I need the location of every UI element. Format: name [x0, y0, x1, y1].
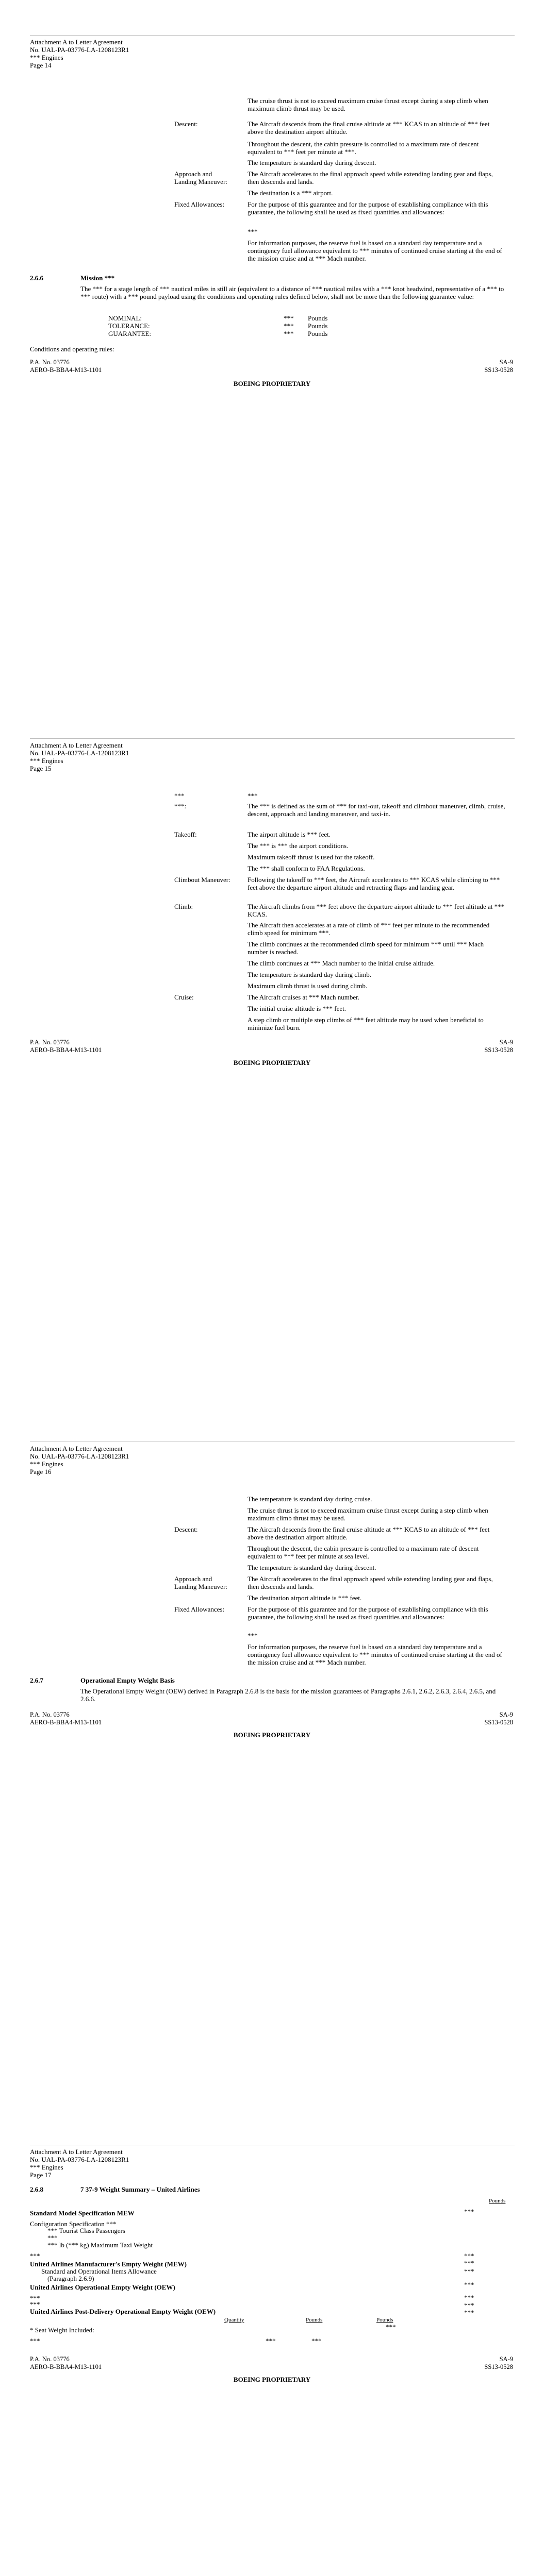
- page-number: Page 14: [30, 61, 52, 69]
- climb-item: The temperature is standard day during climb.: [248, 971, 372, 978]
- cruise-item: A step climb or multiple step climbs of *** feet altitude may be used when beneficial to minimize fuel burn.: [248, 1016, 484, 1031]
- weight-row-label: ***: [30, 2252, 40, 2260]
- footer-ss: SS13-0528: [484, 366, 513, 374]
- approach-item: The Aircraft accelerates to the final approach speed while extending landing gear and flaps, then descends and lands.: [248, 1575, 493, 1590]
- post-delivery-oew-label: United Airlines Post-Delivery Operational Empty Weight (OEW): [30, 2308, 216, 2315]
- pounds-column-header: Pounds: [306, 2317, 323, 2323]
- item-row-quantity: ***: [266, 2337, 276, 2345]
- takeoff-item: The airport altitude is *** feet.: [248, 831, 331, 838]
- takeoff-label: Takeoff:: [174, 831, 197, 838]
- climbout-label: Climbout Maneuver:: [174, 876, 230, 884]
- page-17: [0, 2110, 544, 2576]
- footer-ss: SS13-0528: [484, 1046, 513, 1054]
- climb-item: The Aircraft then accelerates at a rate of climb of *** feet per minute to the recommended climb speed for minimum ***.: [248, 921, 490, 937]
- guarantee-unit: Pounds: [308, 330, 328, 337]
- boeing-proprietary: BOEING PROPRIETARY: [233, 2376, 311, 2383]
- header-line-2: No. UAL-PA-03776-LA-1208123R1: [30, 749, 129, 757]
- weight-row-label: ***: [30, 2300, 40, 2308]
- std-mew-value: ***: [464, 2208, 474, 2215]
- oew-value: ***: [464, 2281, 474, 2289]
- footer-right: [484, 2355, 513, 2371]
- boeing-proprietary: BOEING PROPRIETARY: [233, 1731, 311, 1739]
- footer-sa: SA-9: [499, 1039, 513, 1046]
- climb-item: Maximum climb thrust is used during climb.: [248, 982, 368, 990]
- footer-sa: SA-9: [499, 359, 513, 366]
- fixed-allowances-label: Fixed Allowances:: [174, 200, 225, 208]
- page-number: Page 17: [30, 2171, 52, 2179]
- fixed-item: ***: [248, 228, 258, 235]
- page-header: [30, 2148, 129, 2179]
- cruise-label: Cruise:: [174, 993, 194, 1001]
- definition-text: The *** is defined as the sum of *** for taxi-out, takeoff and climbout maneuver, climb, cruise, descent, approach and landing maneuver, and taxi-in.: [248, 802, 505, 818]
- section-heading: [30, 1676, 175, 1685]
- page-header: [30, 1445, 129, 1476]
- guarantee-value: ***: [284, 330, 294, 337]
- section-number: 2.6.8: [30, 2185, 43, 2193]
- header-rule: [30, 738, 515, 739]
- footer-right: [484, 1711, 513, 1726]
- footer-left: [30, 359, 102, 374]
- cruise-item: The initial cruise altitude is *** feet.: [248, 1005, 346, 1012]
- approach-label: Approach and Landing Maneuver:: [174, 170, 227, 185]
- tolerance-value: ***: [284, 322, 294, 330]
- max-taxi-weight: *** lb (*** kg) Maximum Taxi Weight: [47, 2241, 153, 2249]
- cruise-item: The cruise thrust is not to exceed maximum cruise thrust except during a step climb when maximum climb thrust may be used.: [248, 1506, 488, 1522]
- guarantee-label: GUARANTEE:: [108, 330, 152, 337]
- footer-aero: AERO-B-BBA4-M13-1101: [30, 1719, 102, 1726]
- footer-sa: SA-9: [499, 2355, 513, 2363]
- header-line-3: *** Engines: [30, 54, 63, 61]
- tourist-passengers: *** Tourist Class Passengers: [47, 2227, 125, 2234]
- climbout-item: Following the takeoff to *** feet, the Aircraft accelerates to *** KCAS while climbing to *** feet above the departure airport altitude and retracting flaps and landing gear.: [248, 876, 500, 891]
- approach-item: The destination airport altitude is *** feet.: [248, 1594, 362, 1602]
- oew-label: United Airlines Operational Empty Weight (OEW): [30, 2283, 175, 2291]
- section-paragraph: The *** for a stage length of *** nautical miles in still air (equivalent to a distance of *** nautical miles with a *** knot headwind, representative of a *** to *** route) with a *** pound payload using the conditions and operating rules defined below, shall not be more than the following guarantee value:: [80, 285, 504, 300]
- pounds-column-header: Pounds: [489, 2198, 506, 2204]
- header-line-1: Attachment A to Letter Agreement: [30, 741, 123, 749]
- pounds-column-header: Pounds: [376, 2317, 393, 2323]
- weight-row-value: ***: [464, 2252, 474, 2260]
- weight-row-value: ***: [464, 2294, 474, 2301]
- definition-label: ***: [174, 792, 185, 800]
- definition-label: ***:: [174, 802, 187, 810]
- footer-pa-no: P.A. No. 03776: [30, 1711, 70, 1718]
- takeoff-item: The *** shall conform to FAA Regulations.: [248, 865, 365, 872]
- footer-pa-no: P.A. No. 03776: [30, 1039, 70, 1046]
- paragraph-reference: (Paragraph 2.6.9): [47, 2275, 94, 2282]
- seat-weight-label: * Seat Weight Included:: [30, 2326, 94, 2334]
- mew-value: ***: [464, 2259, 474, 2267]
- quantity-column-header: Quantity: [224, 2317, 244, 2323]
- header-line-3: *** Engines: [30, 757, 63, 765]
- weight-row-label: ***: [30, 2294, 40, 2302]
- footer-right: [484, 1039, 513, 1054]
- takeoff-item: The *** is *** the airport conditions.: [248, 842, 349, 850]
- conditions-label: Conditions and operating rules:: [30, 345, 114, 353]
- post-delivery-oew-value: ***: [464, 2309, 474, 2316]
- std-op-items-value: ***: [464, 2267, 474, 2275]
- header-line-2: No. UAL-PA-03776-LA-1208123R1: [30, 2156, 129, 2163]
- page-16: [0, 1406, 544, 2110]
- definition-text: ***: [248, 792, 258, 800]
- footer-right: [484, 359, 513, 374]
- header-line-1: Attachment A to Letter Agreement: [30, 38, 123, 46]
- header-line-1: Attachment A to Letter Agreement: [30, 2148, 123, 2156]
- fixed-item: For information purposes, the reserve fuel is based on a standard day temperature and a contingency fuel allowance equivalent to *** minutes of continued cruise starting at the end of the mission cruise and at *** Mach number.: [248, 1643, 502, 1666]
- footer-left: [30, 1039, 102, 1054]
- climb-item: The Aircraft climbs from *** feet above the departure airport altitude to *** feet altitude at *** KCAS.: [248, 903, 505, 918]
- footer-aero: AERO-B-BBA4-M13-1101: [30, 1046, 102, 1054]
- climb-item: The climb continues at the recommended climb speed for minimum *** until *** Mach number is reached.: [248, 940, 484, 956]
- nominal-unit: Pounds: [308, 314, 328, 322]
- page-number: Page 15: [30, 765, 52, 772]
- std-mew-label: Standard Model Specification MEW: [30, 2209, 135, 2217]
- header-line-1: Attachment A to Letter Agreement: [30, 1445, 123, 1452]
- footer-pa-no: P.A. No. 03776: [30, 2355, 70, 2363]
- footer-left: [30, 1711, 102, 1726]
- footer-left: [30, 2355, 102, 2371]
- page-number: Page 16: [30, 1468, 52, 1476]
- std-op-items-label: Standard and Operational Items Allowance: [41, 2267, 157, 2275]
- approach-label: Approach and Landing Maneuver:: [174, 1575, 227, 1590]
- descent-item: Throughout the descent, the cabin pressure is controlled to a maximum rate of descent equivalent to *** feet per minute at ***.: [248, 140, 479, 156]
- footer-ss: SS13-0528: [484, 2363, 513, 2370]
- footer-aero: AERO-B-BBA4-M13-1101: [30, 2363, 102, 2370]
- page-header: [30, 38, 129, 69]
- cruise-item: The Aircraft cruises at *** Mach number.: [248, 993, 359, 1001]
- fixed-item: For the purpose of this guarantee and for the purpose of establishing compliance with this guarantee, the following shall be used as fixed quantities and allowances:: [248, 1605, 488, 1621]
- footer-aero: AERO-B-BBA4-M13-1101: [30, 366, 102, 374]
- climb-label: Climb:: [174, 903, 193, 910]
- tolerance-unit: Pounds: [308, 322, 328, 330]
- section-title: Operational Empty Weight Basis: [80, 1676, 175, 1684]
- footer-ss: SS13-0528: [484, 1719, 513, 1726]
- descent-label: Descent:: [174, 120, 198, 128]
- fixed-item: For the purpose of this guarantee and for the purpose of establishing compliance with this guarantee, the following shall be used as fixed quantities and allowances:: [248, 200, 488, 216]
- fixed-item: For information purposes, the reserve fuel is based on a standard day temperature and a contingency fuel allowance equivalent to *** minutes of continued cruise starting at the end of the mission cruise and at *** Mach number.: [248, 239, 502, 262]
- header-line-2: No. UAL-PA-03776-LA-1208123R1: [30, 46, 129, 54]
- header-line-3: *** Engines: [30, 1460, 63, 1468]
- cruise-item: The cruise thrust is not to exceed maximum cruise thrust except during a step climb when maximum climb thrust may be used.: [248, 97, 488, 112]
- boeing-proprietary: BOEING PROPRIETARY: [233, 1059, 311, 1066]
- section-title: Mission ***: [80, 274, 115, 282]
- config-label: Configuration Specification ***: [30, 2220, 117, 2228]
- nominal-value: ***: [284, 314, 294, 322]
- descent-item: The Aircraft descends from the final cruise altitude at *** KCAS to an altitude of *** feet above the destination airport altitude.: [248, 120, 490, 135]
- item-row-label: ***: [30, 2337, 40, 2345]
- descent-label: Descent:: [174, 1526, 198, 1533]
- footer-sa: SA-9: [499, 1711, 513, 1718]
- takeoff-item: Maximum takeoff thrust is used for the takeoff.: [248, 853, 375, 861]
- section-number: 2.6.7: [30, 1676, 43, 1684]
- config-stars: ***: [47, 2234, 58, 2242]
- fixed-item: ***: [248, 1632, 258, 1639]
- seat-weight-value: ***: [386, 2323, 396, 2331]
- footer-pa-no: P.A. No. 03776: [30, 359, 70, 366]
- climb-item: The climb continues at *** Mach number to the initial cruise altitude.: [248, 959, 435, 967]
- section-number: 2.6.6: [30, 274, 43, 282]
- page-header: [30, 741, 129, 772]
- weight-row-value: ***: [464, 2301, 474, 2309]
- section-title: 7 37-9 Weight Summary – United Airlines: [80, 2185, 200, 2193]
- descent-item: The temperature is standard day during descent.: [248, 1564, 376, 1571]
- page-14: [0, 0, 544, 703]
- approach-item: The Aircraft accelerates to the final approach speed while extending landing gear and flaps, then descends and lands.: [248, 170, 493, 185]
- descent-item: The temperature is standard day during descent.: [248, 159, 376, 166]
- header-line-2: No. UAL-PA-03776-LA-1208123R1: [30, 1452, 129, 1460]
- descent-item: The Aircraft descends from the final cruise altitude at *** KCAS to an altitude of *** feet above the destination airport altitude.: [248, 1526, 490, 1541]
- mew-label: United Airlines Manufacturer's Empty Weight (MEW): [30, 2260, 187, 2268]
- descent-item: Throughout the descent, the cabin pressure is controlled to a maximum rate of descent equivalent to *** feet per minute at sea level.: [248, 1545, 479, 1560]
- tolerance-label: TOLERANCE:: [108, 322, 150, 330]
- cruise-item: The temperature is standard day during cruise.: [248, 1495, 372, 1503]
- section-heading: [30, 274, 114, 282]
- item-row-pounds: ***: [311, 2337, 322, 2345]
- header-line-3: *** Engines: [30, 2163, 63, 2171]
- nominal-label: NOMINAL:: [108, 314, 142, 322]
- fixed-allowances-label: Fixed Allowances:: [174, 1605, 225, 1613]
- boeing-proprietary: BOEING PROPRIETARY: [233, 380, 311, 387]
- section-heading: [30, 2185, 200, 2194]
- page-15: [0, 703, 544, 1406]
- approach-item: The destination is a *** airport.: [248, 189, 333, 197]
- section-paragraph: The Operational Empty Weight (OEW) derived in Paragraph 2.6.8 is the basis for the mission guarantees of Paragraphs 2.6.1, 2.6.2, 2.6.3, 2.6.4, 2.6.5, and 2.6.6.: [80, 1687, 496, 1703]
- header-rule: [30, 35, 515, 36]
